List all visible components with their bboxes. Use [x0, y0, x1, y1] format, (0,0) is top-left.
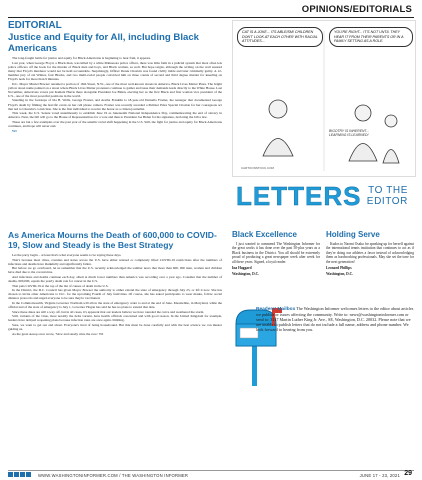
- letter-city: Washington, D.C.: [326, 272, 354, 277]
- covid-paragraph: As the great Aesop once wrote, 'Slow and steady wins the race.' WI: [12, 331, 104, 336]
- covid-paragraph: That puts COVID-19 at the top of the list of causes of death in the U.S.: [12, 283, 109, 288]
- covid-headline: As America Mourns the Death of 600,000 to COVID-19, Slow and Steady is the Best Strategy: [8, 230, 217, 250]
- letter-black-excellence: [232, 230, 320, 279]
- letter-name: Ina Haggard: [232, 266, 252, 271]
- letter-name: Leonard Phillips: [326, 266, 352, 271]
- editorial-paragraph: D.C. Mayor Muriel Bowser renamed a portion of 16th Street, N.W., one of the most well-known streets in America, Black Lives Matter Plaza. The bright yellow street name painted on a street where Black Lives Matter protesters continue to gather and issue their demands leads directly to the White House. Last November, Americans voters put Kamala Harris there alongside President Joe Biden, electing her as the first Black and first woman vice president of the U.S., one of the most powerful positions in the world.: [8, 81, 222, 98]
- covid-paragraph: Let the party begin – at least that's what everyone seems to be saying these days.: [12, 253, 122, 257]
- covid-body: [8, 253, 222, 336]
- editorial-body: [8, 56, 222, 133]
- covid-paragraph: But before we go overboard, let us remember that the U.S. recently acknowledged the somber news that more than 600, 000 men, women and children have died due to the coronavirus.: [8, 266, 222, 275]
- section-title: OPINIONS/EDITORIALS: [301, 4, 412, 15]
- letter-heading: Holding Serve: [326, 230, 380, 239]
- letter-heading: Black Excellence: [232, 230, 297, 239]
- letter-body: [232, 242, 320, 277]
- to-the-editor: [367, 185, 408, 207]
- covid-paragraph: Still, variants of the virus, most notably the delta variant, have health officials concerned and with good reason. In the United Kingdom for example, leaders have delayed reopening plans because infection rates are once again climbing.: [8, 314, 222, 323]
- covid-paragraph: Since these dates are still a way off, but in all cases, it's apparent that our leaders believe we have rounded the curve and weathered the storm.: [12, 309, 205, 314]
- editorial-cartoon: [232, 20, 416, 177]
- editorial-paragraph: These are but a few examples over the past year of the seismic racial shift happening in the U.S. Still, the fight for justice and equity for Black Americans continues, and hope will never end.: [8, 119, 222, 128]
- footer-url: WWW.WASHINGTONINFORMER.COM / THE WASHINGTON INFORMER: [38, 472, 189, 478]
- social-icons: [8, 472, 32, 478]
- editorial-signoff: WI: [12, 128, 17, 133]
- editorial-paragraph: Last year, when George Floyd, a Black man, was killed by a white Minnesota police officer, there was little faith in a judicial system that most often lets police officers off the hook for the murder of Black men and boys, and Black women, as well. But hope reigns, although the writing on the wall assured many that Floyd's murderer would not be held accountable. Surprisingly, Officer Derek Chauvin was found civilly liable and later criminally guilty. A 12-member jury of six Whites, four Blacks, and two multi-racial people convicted him on three counts of second and third degree murder for kneeling on Floyd's neck for more than 9 minutes.: [8, 60, 222, 81]
- to-the-label: TO THE: [368, 185, 408, 196]
- cartoon-caption-line: BIGOTRY IS INHERENT...: [329, 129, 370, 133]
- page-number: 29: [404, 470, 412, 477]
- letter-holding-serve: [326, 230, 414, 279]
- header-rule: [8, 17, 414, 18]
- cartoon-bubble-left: CAT IS A JOKE... ITS ABLEISM! CHILDREN DON'T LOOK AT EACH OTHER WITH RACIAL ATTITUDES...: [237, 27, 323, 47]
- mailbox-text: The Washington Informer welcomes letters to the editor about articles we publish or issues affecting the community. Write to: news@washingtoninformer.com or send to: 3117 Martin Luther King Jr. Ave., SE, Washington, D.C. 20032. Please note that we are unable to publish letters that do not include a full name, address and phone number. We look forward to hearing from you.: [256, 306, 414, 333]
- cartoon-bubble-right: YOU'RE RIGHT... IT'S NOT UNTIL THEY HEAR IT FROM THEIR PARENTS OR IN A FAMILY SETTING AS A ROLE.: [329, 27, 413, 47]
- cartoon-caption: [329, 129, 409, 138]
- letters-word: LETTERS: [236, 181, 362, 211]
- letter-text: Kudos to Naomi Osaka for speaking up for herself against the international tennis institution that continues to act as if they're doing our athletes a favor instead of acknowledging them as hardworking professionals. May she set the tone for the next generation!: [326, 242, 414, 264]
- letters-banner: [232, 180, 414, 214]
- cartoon-caption-line: LEARNING IS LEARNED!: [329, 133, 369, 138]
- page-footer: [8, 471, 412, 480]
- cartoon-credit: CARTOONSTOCK.COM: [241, 166, 275, 170]
- covid-paragraph: And infections and deaths continue each day, albeit at much lower numbers than America was recording over a year ago. Consider that the number of deaths, 600,000, equals the yearly death rate for cancer in the U.S.: [8, 274, 222, 284]
- letter-city: Washington, D.C.: [232, 272, 260, 277]
- covid-paragraph: In the Commonwealth, Virginia Governor Northam will allow the state of emergency order to end at the end of June. Meanwhile, in Maryland, while the official end of the state of emergency is July 1, Governor Hogan has said he has no plans to extend that date.: [8, 301, 222, 310]
- covid-paragraph: Sure, we want to get out and about. Everyone's tired of being housebound. But this must be done carefully and with the best science we can muster guiding us.: [8, 323, 222, 332]
- editorial-tag: EDITORIAL: [8, 20, 62, 31]
- editorial-paragraph: This week, the U.S. Senate voted unanimously to establish June 19 as Juneteenth National Independence Day, commemorating the end of slavery in America. Next, the bill will go to the House of Representatives for a vote and then to President Joe Biden for his signature, declaring the bill a law.: [8, 111, 222, 120]
- editor-label: EDITOR: [366, 196, 408, 207]
- covid-paragraph: That's because most cities, counties and states across the U.S. have either relaxed or completely lifted COVID-19 restrictions after the numbers of infections and deaths have thankfully and significantly fallen.: [8, 257, 222, 266]
- readers-mailbox: [256, 306, 414, 332]
- mailbox-label: Readers' Mailbox: [256, 307, 296, 312]
- editorial-headline: Justice and Equity for All, including Black Americans: [8, 32, 200, 54]
- covid-paragraph: In the District, the D.C. Council has given Mayor Bowser the authority to either extend the state of emergency through July 25, or lift it now. She has chosen to invite other Americans to D.C. for the upcoming Fourth of July festivities. Of course, she has asked participants to wear masks, follow social distance protocols and urged everyone to be sure they're vaccinated.: [8, 288, 222, 301]
- footer-date: JUNE 17 - 23, 2021: [359, 472, 400, 478]
- letter-body: [326, 242, 414, 277]
- letter-text: I just wanted to commend The Washington Informer for the great works it has done over the past 50-plus years as a Black business in the District. You all should be extremely proud of producing a great newspaper week after week for all these years. Signed, a loyal reader.: [232, 242, 320, 264]
- editorial-paragraph: The long-fought battle for justice and equity for Black Americans is beginning to bear fruit, it appears.: [12, 56, 151, 60]
- editorial-paragraph: Standing in the footsteps of Ida B. Wells, George Frazier, and Aretha Franklin is 18-year-old Darnella Frazier, the teenager that documented George Floyd's death by filming the horrific event on her cell phone camera. Frazier was recently awarded a Pulitzer Prize Special Citation for her courageous act that led to Chauvin's conviction. She is the first individual to receive the honor as a citizen journalist.: [8, 98, 222, 111]
